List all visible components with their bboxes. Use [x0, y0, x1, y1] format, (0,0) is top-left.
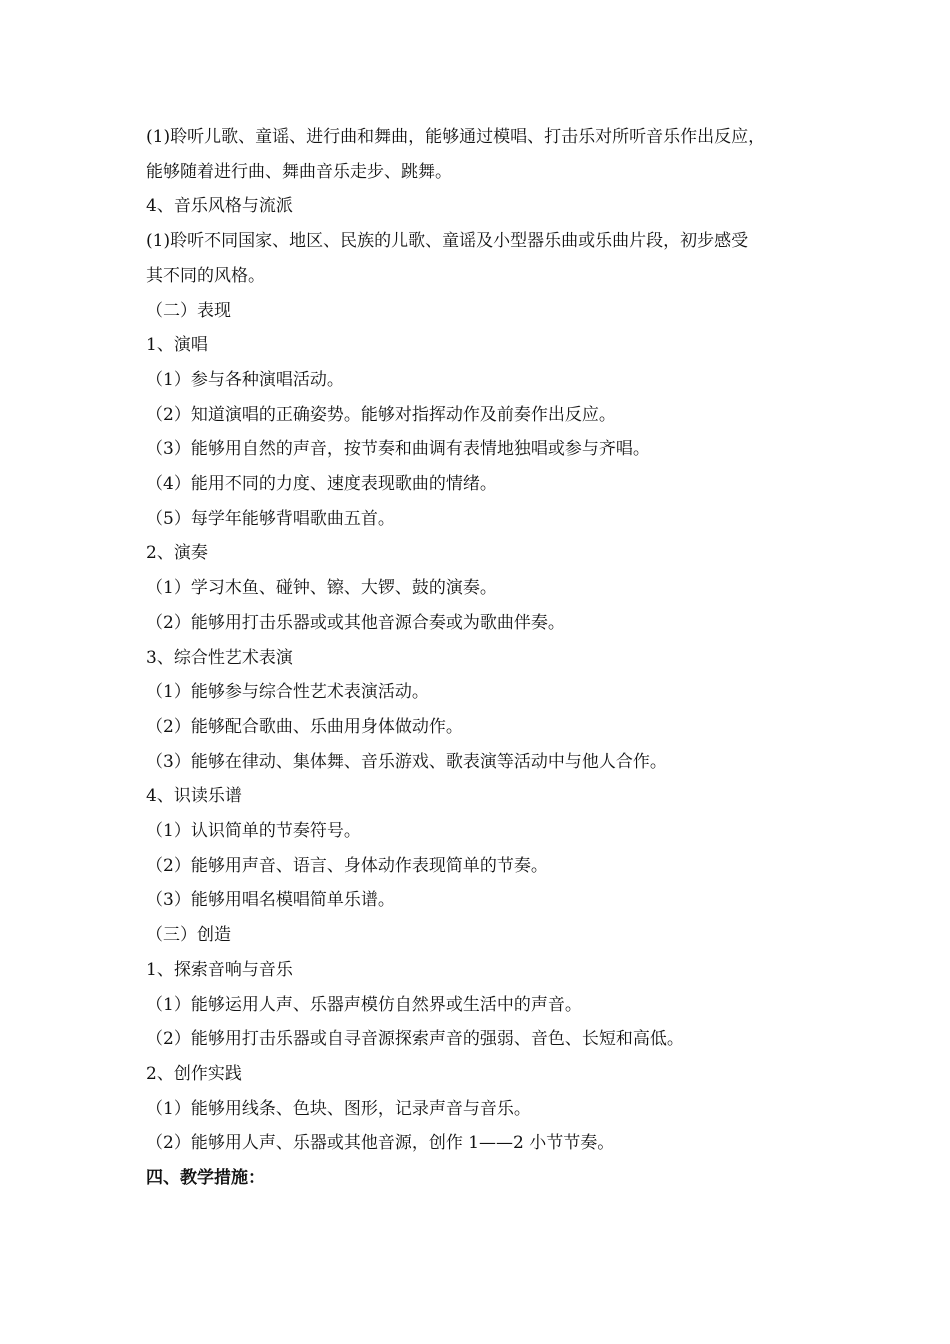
text-line: (1)聆听不同国家、地区、民族的儿歌、童谣及小型器乐曲或乐曲片段，初步感受: [146, 231, 749, 251]
text-line: （1）能够参与综合性艺术表演活动。: [146, 682, 429, 702]
text-line: （1）参与各种演唱活动。: [146, 370, 344, 390]
text-line: （2）能够用打击乐器或或其他音源合奏或为歌曲伴奏。: [146, 613, 565, 633]
text-line: （1）学习木鱼、碰钟、镲、大锣、鼓的演奏。: [146, 578, 497, 598]
text-line: （4）能用不同的力度、速度表现歌曲的情绪。: [146, 474, 497, 494]
text-line: 2、创作实践: [146, 1064, 242, 1084]
text-line: （3）能够用唱名模唱简单乐谱。: [146, 890, 395, 910]
text-line: （1）认识简单的节奏符号。: [146, 821, 361, 841]
section-heading: 四、教学措施：: [146, 1168, 265, 1188]
text-line: （3）能够在律动、集体舞、音乐游戏、歌表演等活动中与他人合作。: [146, 752, 667, 772]
text-line: （3）能够用自然的声音，按节奏和曲调有表情地独唱或参与齐唱。: [146, 439, 650, 459]
text-line: 其不同的风格。: [146, 266, 265, 286]
text-line: （二）表现: [146, 301, 231, 321]
text-line: (1)聆听儿歌、童谣、进行曲和舞曲，能够通过模唱、打击乐对所听音乐作出反应，: [146, 127, 766, 147]
text-line: 3、综合性艺术表演: [146, 648, 293, 668]
text-line: 1、探索音响与音乐: [146, 960, 293, 980]
text-line: 2、演奏: [146, 543, 208, 563]
text-line: （2）能够用声音、语言、身体动作表现简单的节奏。: [146, 856, 548, 876]
text-line: （1）能够运用人声、乐器声模仿自然界或生活中的声音。: [146, 995, 582, 1015]
text-line: （5）每学年能够背唱歌曲五首。: [146, 509, 395, 529]
text-line: （2）能够用打击乐器或自寻音源探索声音的强弱、音色、长短和高低。: [146, 1029, 684, 1049]
text-line: 4、识读乐谱: [146, 786, 242, 806]
text-line: （三）创造: [146, 925, 231, 945]
text-line: （1）能够用线条、色块、图形，记录声音与音乐。: [146, 1099, 531, 1119]
text-line: （2）能够配合歌曲、乐曲用身体做动作。: [146, 717, 463, 737]
text-line: 能够随着进行曲、舞曲音乐走步、跳舞。: [146, 162, 452, 182]
text-line: （2）能够用人声、乐器或其他音源，创作 1——2 小节节奏。: [146, 1133, 615, 1153]
text-line: 1、演唱: [146, 335, 208, 355]
text-line: 4、音乐风格与流派: [146, 196, 293, 216]
text-line: （2）知道演唱的正确姿势。能够对指挥动作及前奏作出反应。: [146, 405, 616, 425]
